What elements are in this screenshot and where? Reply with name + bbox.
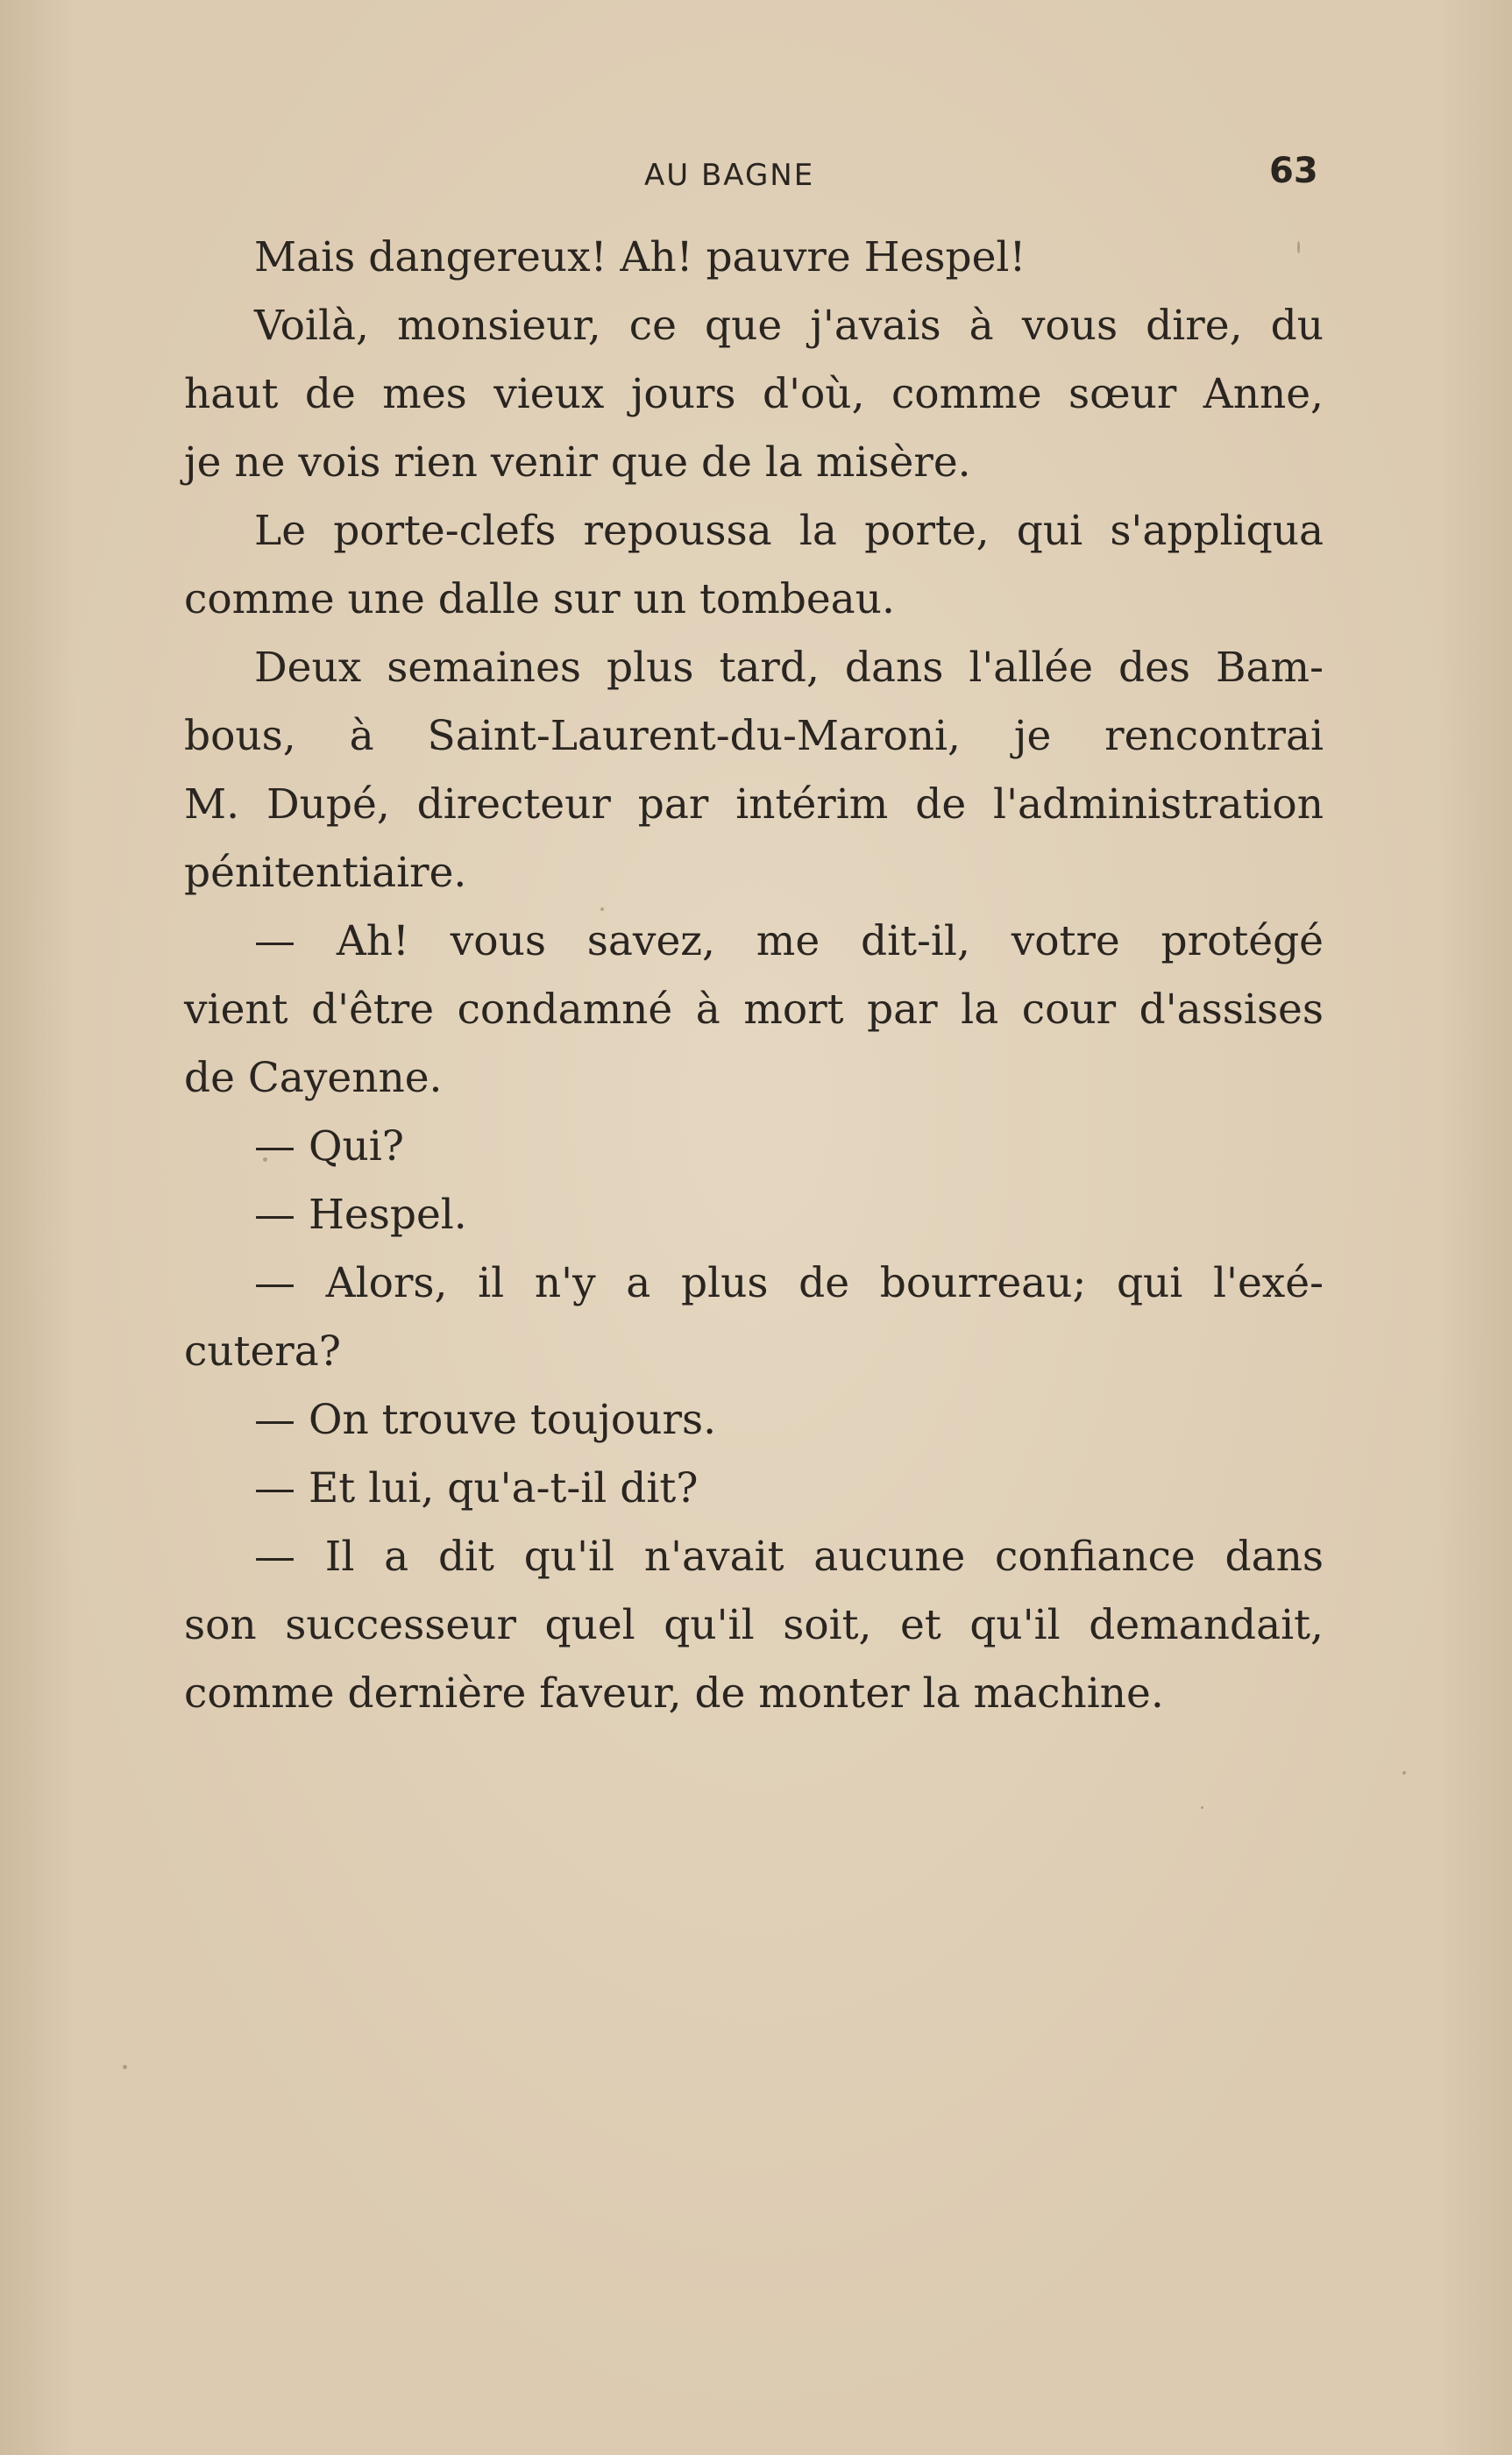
paper-speck <box>1201 1806 1203 1809</box>
text-line: Voilà, monsieur, ce que j'avais à vous dire, du <box>254 302 1324 350</box>
text-line: — Alors, il n'y a plus de bourreau; qui l'exé- <box>254 1259 1324 1307</box>
text-line: M. Dupé, directeur par intérim de l'administration <box>184 780 1324 829</box>
text-line: Le porte-clefs repoussa la porte, qui s'appliqua <box>254 507 1324 555</box>
page-number: 63 <box>1269 151 1318 191</box>
text-line: bous, à Saint-Laurent-du-Maroni, je rencontrai <box>184 712 1324 760</box>
paper-speck <box>1402 1771 1406 1775</box>
text-line: — Ah! vous savez, me dit-il, votre protégé <box>254 917 1324 965</box>
text-line: Deux semaines plus tard, dans l'allée des Bam- <box>254 644 1324 692</box>
running-head: AU BAGNE <box>644 158 815 193</box>
text-line: — Il a dit qu'il n'avait aucune confiance dans <box>254 1533 1324 1581</box>
text-line: pénitentiaire. <box>184 849 467 897</box>
text-line: — Hespel. <box>254 1191 467 1239</box>
text-line: son successeur quel qu'il soit, et qu'il demandait, <box>184 1601 1324 1649</box>
text-line: — On trouve toujours. <box>254 1396 717 1444</box>
text-line: comme dernière faveur, de monter la machine. <box>184 1669 1164 1718</box>
text-line: — Qui? <box>254 1122 404 1171</box>
text-line: vient d'être condamné à mort par la cour d'assises <box>184 986 1324 1034</box>
text-line: cutera? <box>184 1327 341 1376</box>
text-line: je ne vois rien venir que de la misère. <box>184 438 971 487</box>
text-line: Mais dangereux! Ah! pauvre Hespel! <box>254 233 1026 281</box>
text-line: haut de mes vieux jours d'où, comme sœur Anne, <box>184 370 1324 418</box>
paper-speck <box>123 2065 127 2069</box>
text-line: de Cayenne. <box>184 1054 443 1102</box>
text-line: — Et lui, qu'a-t-il dit? <box>254 1464 699 1512</box>
text-line: comme une dalle sur un tombeau. <box>184 575 895 623</box>
